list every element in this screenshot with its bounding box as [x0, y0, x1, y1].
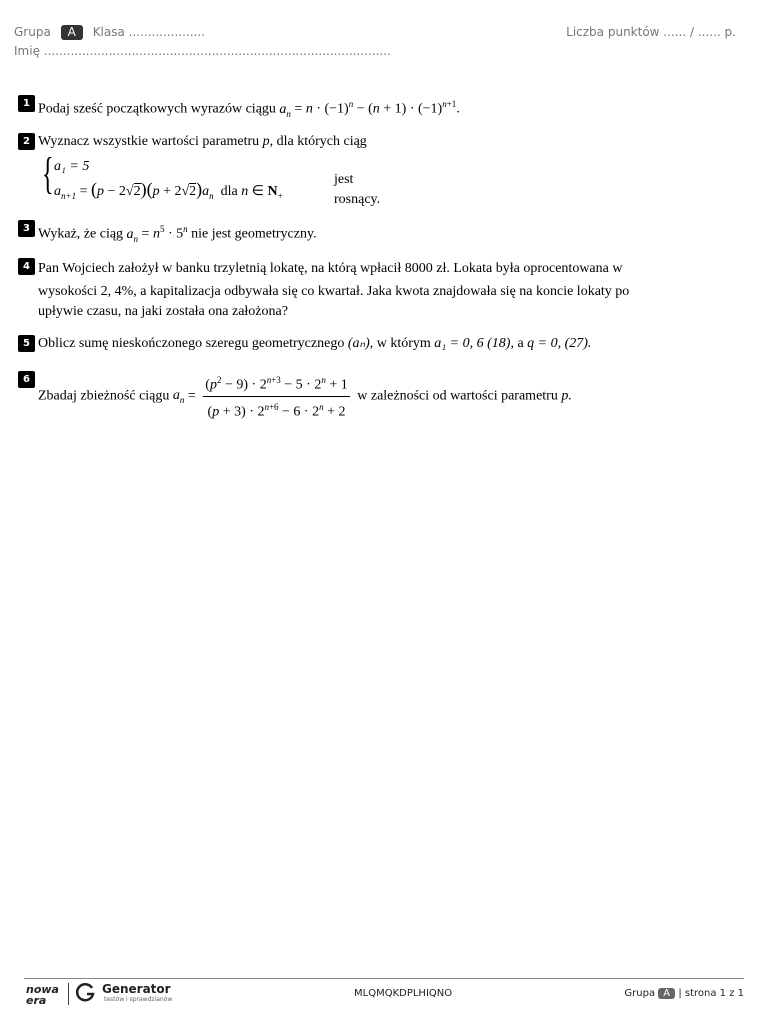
task-2: [18, 132, 381, 207]
footer-group-badge: A: [658, 988, 675, 999]
task-text: Zbadaj zbieżność ciągu $a_n$ = $\frac{(p^2 - 9) \cdot 2^{n+3} - 5 \cdot 2^n + 1}{(p + 3) \cdot 2^{n+6} - 6 \cdot 2^n + 2}$ w zależności od wartości parametru p.: [38, 370, 572, 422]
task-number: 4: [18, 258, 35, 275]
group-badge: A: [61, 25, 83, 40]
task-text: Podaj sześć początkowych wyrazów ciągu $a_n = n \cdot (-1)^n - (n + 1) \cdot (-1)^{n+1}$.: [38, 99, 460, 119]
footer-page-info: Grupa A | strona 1 z 1: [624, 988, 744, 999]
page-footer: [24, 978, 744, 1009]
task-text: Wykaż, że ciąg $a_n = n^5 \cdot 5^n$ nie jest geometryczny.: [38, 224, 317, 244]
points-label: Liczba punktów ...... / ...... p.: [566, 25, 736, 39]
group-label: Grupa: [14, 25, 51, 39]
task-5: [18, 334, 591, 354]
generator-subtitle: testów i sprawdzianów: [104, 996, 173, 1003]
logo-divider: [68, 983, 69, 1005]
nowa-era-logo: nowa era: [26, 983, 59, 1007]
name-line: Imię ...........................................................................................: [14, 44, 391, 58]
task-3: [18, 219, 317, 248]
brace-icon: {: [42, 149, 54, 198]
system-line-2: $a_{n+1} = (p - 2√2)(p + 2√2)a_n$ dla n ∈ $N_+$: [54, 179, 283, 201]
recurrence-system: [38, 149, 381, 207]
class-label: Klasa ....................: [92, 25, 205, 39]
task-4: [18, 257, 629, 321]
system-line-1: a₁ = 5: [54, 159, 90, 174]
task-text: Oblicz sumę nieskończonego szeregu geometrycznego (aₙ), w którym a₁ = 0, 6 (18), a q = 0, (27).: [38, 336, 592, 351]
header-group-class: [14, 25, 205, 40]
trailing-text: jest rosnący.: [334, 172, 381, 207]
task-number: 3: [18, 220, 35, 237]
task-6: [18, 370, 572, 422]
task-number: 2: [18, 133, 35, 150]
task-text: Wyznacz wszystkie wartości parametru p, dla których ciąg: [38, 134, 367, 149]
task-number: 5: [18, 335, 35, 352]
generator-title: Generator: [102, 982, 171, 996]
task-1: [18, 94, 460, 123]
task-text: Pan Wojciech założył w banku trzyletnią lokatę, na którą wpłacił 8000 zł. Lokata była oprocentowana w wysokości 2, 4%, a kapitalizacja odbywała się co kwartał. Jaka kwota znajdowała się na koncie lokaty po upływie czasu, na jaki została ona założona?: [38, 261, 630, 319]
task-number: 1: [18, 95, 35, 112]
document-code: MLQMQKDPLHIQNO: [354, 988, 453, 999]
fraction: $\frac{(p^2 - 9) \cdot 2^{n+3} - 5 \cdot 2^n + 1}{(p + 3) \cdot 2^{n+6} - 6 \cdot 2^n + 2}$: [203, 370, 349, 422]
task-number: 6: [18, 371, 35, 388]
generator-g-icon: [76, 982, 96, 1002]
